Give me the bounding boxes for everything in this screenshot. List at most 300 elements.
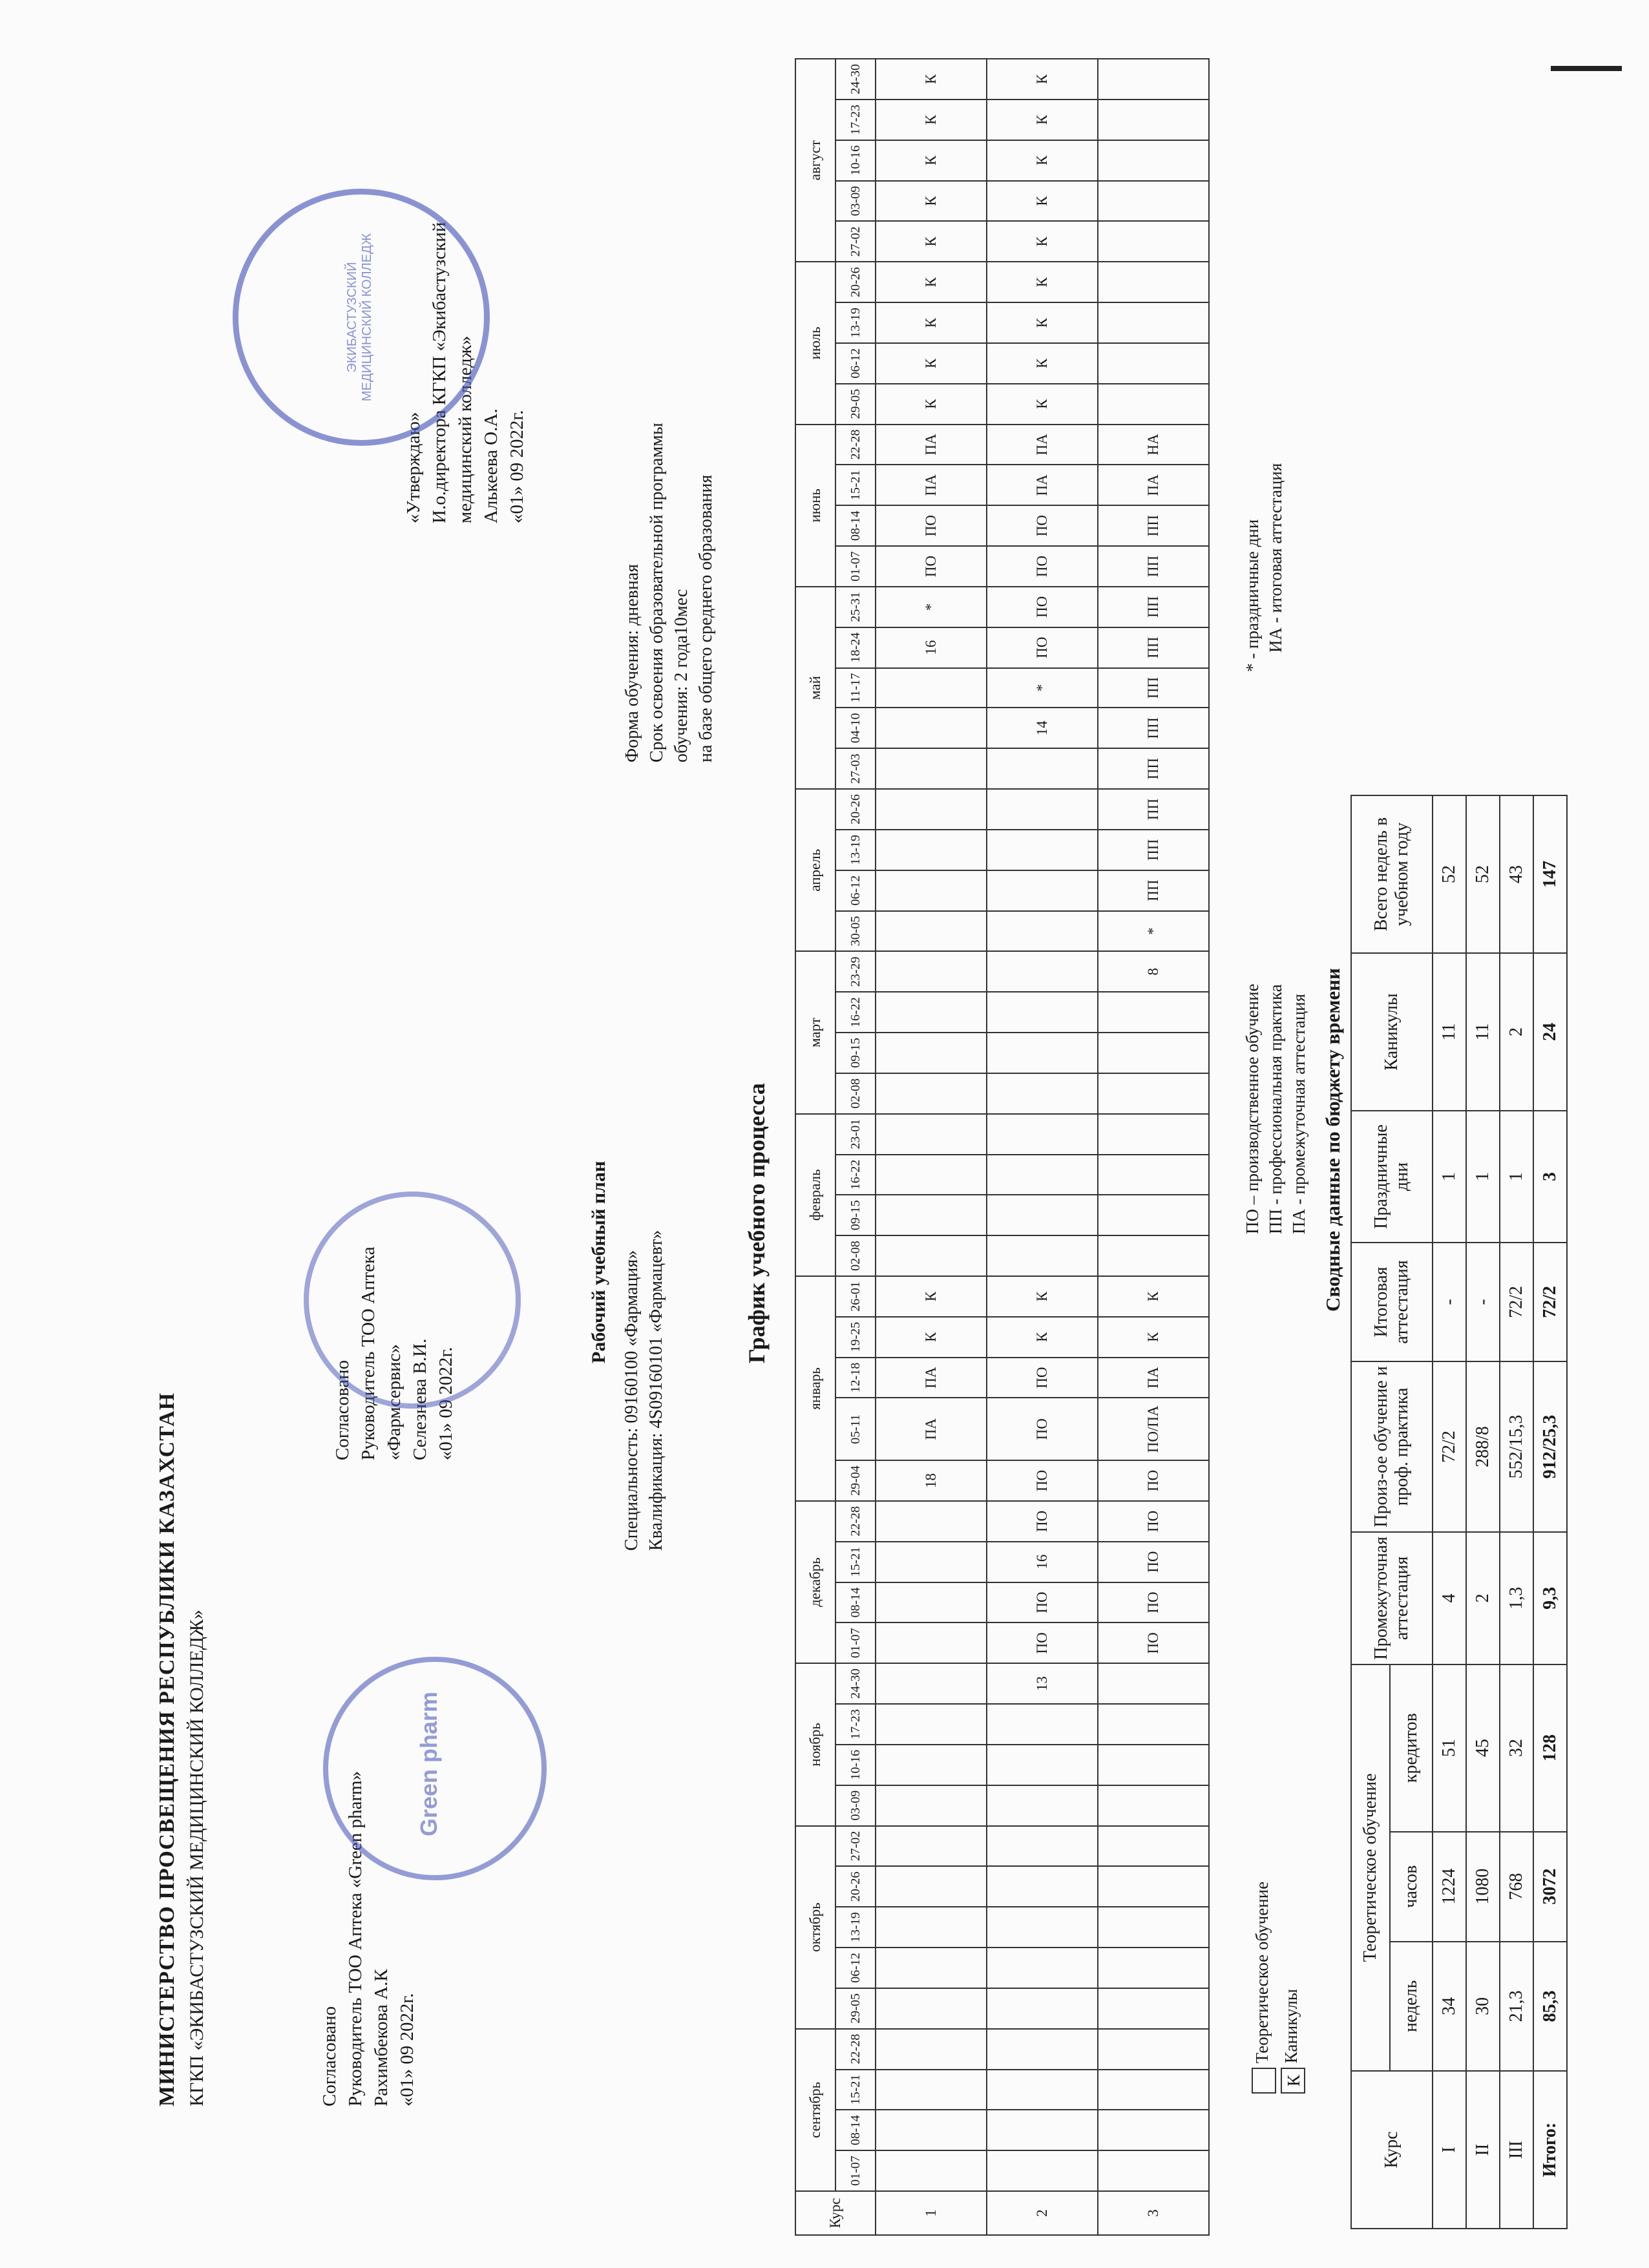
schedule-cell: ПО — [876, 546, 987, 587]
schedule-cell — [1098, 1114, 1209, 1155]
schedule-row — [1098, 59, 1209, 2235]
legend-codes — [1241, 983, 1310, 1234]
study-form: Форма обучения: дневная — [622, 563, 642, 762]
month-header: март — [795, 951, 835, 1113]
approval-right-line: «01» 09 2022г. — [507, 410, 527, 523]
schedule-cell: К — [876, 302, 987, 343]
schedule-cell: К — [876, 100, 987, 140]
schedule-cell — [1098, 1907, 1209, 1948]
schedule-cell: ПО — [987, 546, 1098, 587]
schedule-cell — [987, 1745, 1098, 1785]
schedule-cell — [1098, 302, 1209, 343]
schedule-cell: ПА — [1098, 465, 1209, 505]
pharmservice-stamp — [304, 1192, 521, 1409]
approval-left-line: Руководитель ТОО Аптека «Green pharm» — [345, 1770, 366, 2106]
schedule-cell — [876, 1785, 987, 1826]
schedule-cell: К — [876, 343, 987, 384]
schedule-cell — [1098, 1745, 1209, 1785]
week-header: 01-07 — [835, 1622, 876, 1663]
budget-cell: 34 — [1433, 1942, 1466, 2071]
week-header: 08-14 — [835, 505, 876, 546]
schedule-cell: ПА — [876, 425, 987, 465]
schedule-cell — [987, 1988, 1098, 2029]
budget-cell: 52 — [1433, 795, 1466, 953]
schedule-cell: К — [987, 302, 1098, 343]
schedule-cell: ПО — [987, 1398, 1098, 1460]
week-header: 08-14 — [835, 1582, 876, 1623]
schedule-cell — [987, 2029, 1098, 2070]
scan-edge-mark — [1551, 66, 1622, 71]
schedule-cell: ПО — [1098, 1542, 1209, 1582]
schedule-cell — [876, 1988, 987, 2029]
budget-cell: 21,3 — [1500, 1942, 1533, 2071]
week-header: 02-08 — [835, 1235, 876, 1276]
schedule-cell: К — [1098, 1317, 1209, 1358]
schedule-cell — [987, 748, 1098, 789]
schedule-cell — [987, 1866, 1098, 1907]
month-header: сентябрь — [795, 2029, 835, 2191]
month-header: декабрь — [795, 1501, 835, 1663]
budget-cell: 2 — [1466, 1532, 1500, 1664]
schedule-cell: 18 — [876, 1460, 987, 1501]
schedule-cell — [1098, 1235, 1209, 1276]
week-header: 22-28 — [835, 1501, 876, 1542]
green-pharm-stamp — [323, 1657, 547, 1880]
week-header: 20-26 — [835, 262, 876, 302]
schedule-cell: ПО — [987, 1622, 1098, 1663]
schedule-cell: К — [987, 384, 1098, 425]
week-header: 15-21 — [835, 465, 876, 505]
schedule-cell — [1098, 1704, 1209, 1745]
budget-total-header: Всего недель в учебном году — [1351, 795, 1433, 953]
schedule-cell: К — [876, 1276, 987, 1317]
month-header-row — [795, 59, 835, 2235]
schedule-cell: ПО — [987, 1501, 1098, 1542]
schedule-cell: 8 — [1098, 951, 1209, 992]
legend-po: ПО – производственное обучение — [1243, 983, 1262, 1234]
schedule-cell: К — [876, 262, 987, 302]
schedule-cell: К — [987, 343, 1098, 384]
budget-cell: 72/2 — [1433, 1361, 1466, 1532]
week-header: 22-28 — [835, 2029, 876, 2070]
approval-middle-line: «01» 09 2022г. — [436, 1347, 456, 1460]
schedule-row — [987, 59, 1098, 2235]
schedule-cell — [1098, 1033, 1209, 1073]
budget-row — [1500, 795, 1533, 2229]
budget-cell: 1080 — [1466, 1832, 1500, 1942]
schedule-cell — [987, 2150, 1098, 2191]
week-header: 29-04 — [835, 1460, 876, 1501]
schedule-cell: ПО — [987, 1358, 1098, 1398]
college-title: КГКП «ЭКИБАСТУЗСКИЙ МЕДИЦИНСКИЙ КОЛЛЕДЖ» — [186, 1610, 207, 2106]
week-header: 17-23 — [835, 100, 876, 140]
schedule-cell — [876, 1235, 987, 1276]
budget-cell: 52 — [1466, 795, 1500, 953]
budget-cell: 30 — [1466, 1942, 1500, 2071]
schedule-cell — [876, 870, 987, 911]
week-header: 17-23 — [835, 1704, 876, 1745]
schedule-cell: ПО — [1098, 1460, 1209, 1501]
schedule-cell: ПП — [1098, 708, 1209, 748]
schedule-cell — [876, 1582, 987, 1623]
budget-cell: 147 — [1533, 795, 1567, 953]
week-header: 13-19 — [835, 1907, 876, 1948]
schedule-cell — [987, 1033, 1098, 1073]
schedule-cell — [876, 708, 987, 748]
month-header: июнь — [795, 425, 835, 587]
budget-cell: 43 — [1500, 795, 1533, 953]
schedule-cell: ПА — [987, 425, 1098, 465]
schedule-cell — [876, 1542, 987, 1582]
course-cell: 1 — [876, 2191, 987, 2235]
budget-cell: - — [1466, 1243, 1500, 1361]
budget-weeks-header: недель — [1390, 1942, 1433, 2071]
week-header: 15-21 — [835, 1542, 876, 1582]
schedule-cell — [1098, 384, 1209, 425]
approval-middle-line: Согласовано — [332, 1360, 353, 1460]
week-header: 03-09 — [835, 181, 876, 222]
week-header: 27-02 — [835, 1826, 876, 1867]
week-header: 27-02 — [835, 221, 876, 262]
budget-title: Сводные данные по бюджету времени — [1321, 968, 1344, 1312]
schedule-cell — [876, 1866, 987, 1907]
schedule-cell — [987, 1907, 1098, 1948]
week-header: 09-15 — [835, 1195, 876, 1235]
budget-cell: I — [1433, 2071, 1466, 2229]
schedule-cell — [987, 2110, 1098, 2150]
schedule-cell — [876, 1033, 987, 1073]
week-header: 03-09 — [835, 1785, 876, 1826]
schedule-cell — [1098, 181, 1209, 222]
schedule-cell: ПП — [1098, 505, 1209, 546]
schedule-cell — [876, 2150, 987, 2191]
schedule-cell — [987, 911, 1098, 952]
schedule-cell: ПО — [987, 505, 1098, 546]
schedule-cell — [876, 1948, 987, 1988]
schedule-cell — [876, 1826, 987, 1867]
schedule-cell: ПП — [1098, 627, 1209, 668]
month-header: январь — [795, 1276, 835, 1501]
legend-extra — [1241, 463, 1287, 672]
schedule-cell: К — [987, 140, 1098, 181]
schedule-cell — [876, 951, 987, 992]
week-header: 18-24 — [835, 627, 876, 668]
budget-cell: 72/2 — [1500, 1243, 1533, 1361]
approval-left-line: Рахимбекова А.К — [371, 1969, 392, 2106]
week-header: 24-30 — [835, 59, 876, 100]
schedule-cell — [1098, 1195, 1209, 1235]
schedule-cell: ПО/ПА — [1098, 1398, 1209, 1460]
schedule-cell — [1098, 1073, 1209, 1114]
week-header: 02-08 — [835, 1073, 876, 1114]
schedule-cell: ПП — [1098, 587, 1209, 627]
week-header: 11-17 — [835, 668, 876, 708]
week-header: 29-05 — [835, 384, 876, 425]
schedule-cell: 16 — [876, 627, 987, 668]
schedule-cell: К — [1098, 1276, 1209, 1317]
schedule-row — [876, 59, 987, 2235]
schedule-cell: ПО — [987, 627, 1098, 668]
budget-cell: 3 — [1533, 1111, 1567, 1243]
budget-cell: 1 — [1500, 1111, 1533, 1243]
budget-credits-header: кредитов — [1390, 1664, 1433, 1832]
legend-vacation — [1279, 1989, 1305, 2094]
schedule-cell: ПП — [1098, 546, 1209, 587]
week-header: 05-11 — [835, 1398, 876, 1460]
week-header: 16-22 — [835, 992, 876, 1033]
budget-cell: 128 — [1533, 1664, 1567, 1832]
schedule-cell — [1098, 992, 1209, 1033]
approval-right-line: медицинский колледж» — [455, 335, 476, 523]
week-header: 01-07 — [835, 2150, 876, 2191]
schedule-cell: ПО — [987, 1460, 1098, 1501]
schedule-cell: ПО — [1098, 1582, 1209, 1623]
week-header: 24-30 — [835, 1663, 876, 1704]
schedule-cell — [876, 1704, 987, 1745]
week-header: 10-16 — [835, 140, 876, 181]
schedule-cell — [1098, 100, 1209, 140]
legend-holidays: * - праздничные дни — [1243, 519, 1262, 672]
week-header: 27-03 — [835, 748, 876, 789]
study-term-line: на базе общего среднего образования — [696, 474, 716, 762]
schedule-cell: ПП — [1098, 748, 1209, 789]
budget-row — [1466, 795, 1500, 2229]
schedule-cell: ПП — [1098, 870, 1209, 911]
schedule-cell: ПО — [1098, 1622, 1209, 1663]
schedule-cell: ПО — [876, 505, 987, 546]
budget-final-header: Итоговая аттестация — [1351, 1243, 1433, 1361]
approval-left-line: «01» 09 2022г. — [397, 1993, 417, 2106]
schedule-cell: К — [987, 100, 1098, 140]
schedule-cell — [876, 1663, 987, 1704]
budget-cell: 4 — [1433, 1532, 1466, 1664]
schedule-cell — [987, 1948, 1098, 1988]
schedule-cell: * — [1098, 911, 1209, 952]
schedule-cell — [1098, 221, 1209, 262]
schedule-cell — [876, 911, 987, 952]
budget-cell: II — [1466, 2071, 1500, 2229]
schedule-cell — [987, 1235, 1098, 1276]
week-header: 26-01 — [835, 1276, 876, 1317]
budget-cell: 32 — [1500, 1664, 1533, 1832]
schedule-cell — [987, 1195, 1098, 1235]
vacation-code: К — [1281, 2068, 1305, 2094]
budget-cell: 1,3 — [1500, 1532, 1533, 1664]
schedule-cell — [876, 748, 987, 789]
schedule-cell — [1098, 2029, 1209, 2070]
week-header: 30-05 — [835, 911, 876, 952]
budget-theory-header: Теоретическое обучение — [1351, 1664, 1390, 2071]
budget-cell: 45 — [1466, 1664, 1500, 1832]
legend-pa: ПА - промежуточная аттестация — [1289, 993, 1308, 1234]
schedule-cell — [1098, 2070, 1209, 2110]
schedule-cell — [1098, 1866, 1209, 1907]
budget-cell: 24 — [1533, 953, 1567, 1111]
schedule-cell — [1098, 343, 1209, 384]
stamp-label: Green pharm — [415, 1691, 442, 1836]
approval-right-line: И.о.директора КГКП «Экибастузский — [429, 222, 450, 523]
schedule-cell — [1098, 262, 1209, 302]
month-header: ноябрь — [795, 1663, 835, 1825]
legend-theory-label: Теоретическое обучение — [1252, 1881, 1272, 2064]
budget-cell: 51 — [1433, 1664, 1466, 1832]
schedule-cell: ПА — [1098, 1358, 1209, 1398]
schedule-cell — [876, 1195, 987, 1235]
schedule-cell — [876, 668, 987, 708]
month-header: октябрь — [795, 1826, 835, 2029]
schedule-cell: * — [987, 668, 1098, 708]
schedule-cell: К — [987, 59, 1098, 100]
schedule-cell — [987, 1114, 1098, 1155]
study-term-line: обучения: 2 года10мес — [671, 589, 691, 762]
schedule-table — [795, 58, 1210, 2236]
schedule-cell — [1098, 1988, 1209, 2029]
month-header: май — [795, 587, 835, 789]
week-header: 08-14 — [835, 2110, 876, 2150]
schedule-cell — [876, 789, 987, 830]
schedule-cell — [1098, 1785, 1209, 1826]
plan-title: Рабочий учебный план — [588, 1160, 609, 1363]
week-header: 20-26 — [835, 789, 876, 830]
study-form-block — [620, 423, 719, 762]
budget-cell: 2 — [1500, 953, 1533, 1111]
week-header: 10-16 — [835, 1745, 876, 1785]
course-cell: 2 — [987, 2191, 1098, 2235]
budget-interim-header: Промежуточная аттестация — [1351, 1532, 1433, 1664]
schedule-cell — [876, 2110, 987, 2150]
theory-swatch — [1252, 2068, 1276, 2094]
budget-cell: - — [1433, 1243, 1466, 1361]
week-header: 13-19 — [835, 830, 876, 870]
schedule-cell — [987, 1826, 1098, 1867]
budget-cell: 552/15,3 — [1500, 1361, 1533, 1532]
budget-cell: 288/8 — [1466, 1361, 1500, 1532]
college-stamp-label: ЭКИБАСТУЗСКИЙ МЕДИЦИНСКИЙ КОЛЛЕДЖ — [345, 233, 374, 402]
schedule-cell — [876, 1907, 987, 1948]
schedule-cell — [987, 1155, 1098, 1195]
ministry-title: МИНИСТЕРСТВО ПРОСВЕЩЕНИЯ РЕСПУБЛИКИ КАЗАХСТАН — [155, 1392, 179, 2106]
schedule-cell: ПП — [1098, 789, 1209, 830]
schedule-cell — [876, 2070, 987, 2110]
budget-cell: 11 — [1433, 953, 1466, 1111]
schedule-cell — [876, 1114, 987, 1155]
schedule-cell: НА — [1098, 425, 1209, 465]
schedule-cell: 13 — [987, 1663, 1098, 1704]
schedule-cell — [876, 992, 987, 1033]
budget-cell: 768 — [1500, 1832, 1533, 1942]
budget-table — [1350, 795, 1568, 2229]
schedule-cell — [876, 1073, 987, 1114]
schedule-cell: К — [876, 221, 987, 262]
week-header: 04-10 — [835, 708, 876, 748]
schedule-cell — [987, 1704, 1098, 1745]
college-stamp — [233, 189, 490, 446]
week-header: 12-18 — [835, 1358, 876, 1398]
schedule-cell — [987, 1073, 1098, 1114]
budget-cell: 1 — [1466, 1111, 1500, 1243]
schedule-cell — [987, 789, 1098, 830]
schedule-cell: ПА — [876, 1398, 987, 1460]
budget-cell: 85,3 — [1533, 1942, 1567, 2071]
schedule-cell: К — [876, 181, 987, 222]
approval-middle-line: Селезнева В.И. — [410, 1338, 430, 1460]
schedule-cell — [876, 1501, 987, 1542]
week-header: 06-12 — [835, 1948, 876, 1988]
month-header: февраль — [795, 1114, 835, 1276]
week-header: 09-15 — [835, 1033, 876, 1073]
schedule-cell — [987, 870, 1098, 911]
week-header: 29-05 — [835, 1988, 876, 2029]
legend-pp: ПП - профессиональная практика — [1266, 984, 1285, 1234]
schedule-cell — [1098, 1826, 1209, 1867]
month-header: апрель — [795, 789, 835, 951]
schedule-cell — [876, 830, 987, 870]
schedule-cell: К — [987, 181, 1098, 222]
schedule-cell: ПА — [876, 465, 987, 505]
course-header: Курс — [795, 2191, 876, 2235]
schedule-cell — [987, 951, 1098, 992]
week-header: 06-12 — [835, 343, 876, 384]
schedule-cell: ПО — [1098, 1501, 1209, 1542]
budget-row — [1433, 795, 1466, 2229]
approval-middle-line: Руководитель ТОО Аптека — [358, 1246, 379, 1460]
schedule-cell: К — [987, 1276, 1098, 1317]
week-header: 15-21 — [835, 2070, 876, 2110]
approval-middle-line: «Фармсервис» — [384, 1344, 404, 1460]
schedule-cell — [987, 1785, 1098, 1826]
schedule-cell — [876, 1745, 987, 1785]
budget-cell: III — [1500, 2071, 1533, 2229]
schedule-cell — [1098, 1948, 1209, 1988]
month-header: июль — [795, 262, 835, 424]
schedule-cell: К — [876, 1317, 987, 1358]
week-header: 20-26 — [835, 1866, 876, 1907]
week-header: 23-29 — [835, 951, 876, 992]
budget-vacation-header: Каникулы — [1351, 953, 1433, 1111]
schedule-cell: * — [876, 587, 987, 627]
week-header: 06-12 — [835, 870, 876, 911]
week-header: 25-31 — [835, 587, 876, 627]
legend-theory — [1250, 1882, 1276, 2094]
schedule-cell — [1098, 1663, 1209, 1704]
schedule-cell: К — [876, 384, 987, 425]
week-header: 22-28 — [835, 425, 876, 465]
week-header-row — [835, 59, 876, 2235]
budget-holidays-header: Праздничные дни — [1351, 1111, 1433, 1243]
study-term-line: Срок освоения образовательной программы — [647, 423, 667, 762]
schedule-cell — [987, 830, 1098, 870]
schedule-title: График учебного процесса — [744, 1083, 770, 1363]
week-header: 16-22 — [835, 1155, 876, 1195]
legend-vacation-label: Каникулы — [1281, 1989, 1301, 2064]
schedule-cell: К — [987, 221, 1098, 262]
month-header: август — [795, 59, 835, 262]
schedule-cell: К — [876, 140, 987, 181]
schedule-cell: 16 — [987, 1542, 1098, 1582]
course-cell: 3 — [1098, 2191, 1209, 2235]
budget-hours-header: часов — [1390, 1832, 1433, 1942]
schedule-cell: 14 — [987, 708, 1098, 748]
budget-course-header: Курс — [1351, 2071, 1433, 2229]
schedule-cell — [987, 992, 1098, 1033]
schedule-cell: ПА — [987, 465, 1098, 505]
budget-cell: 1 — [1433, 1111, 1466, 1243]
budget-total-row — [1533, 795, 1567, 2229]
budget-cell: 912/25,3 — [1533, 1361, 1567, 1532]
schedule-cell — [876, 1155, 987, 1195]
approval-left-line: Согласовано — [319, 2006, 340, 2106]
schedule-cell — [1098, 2110, 1209, 2150]
